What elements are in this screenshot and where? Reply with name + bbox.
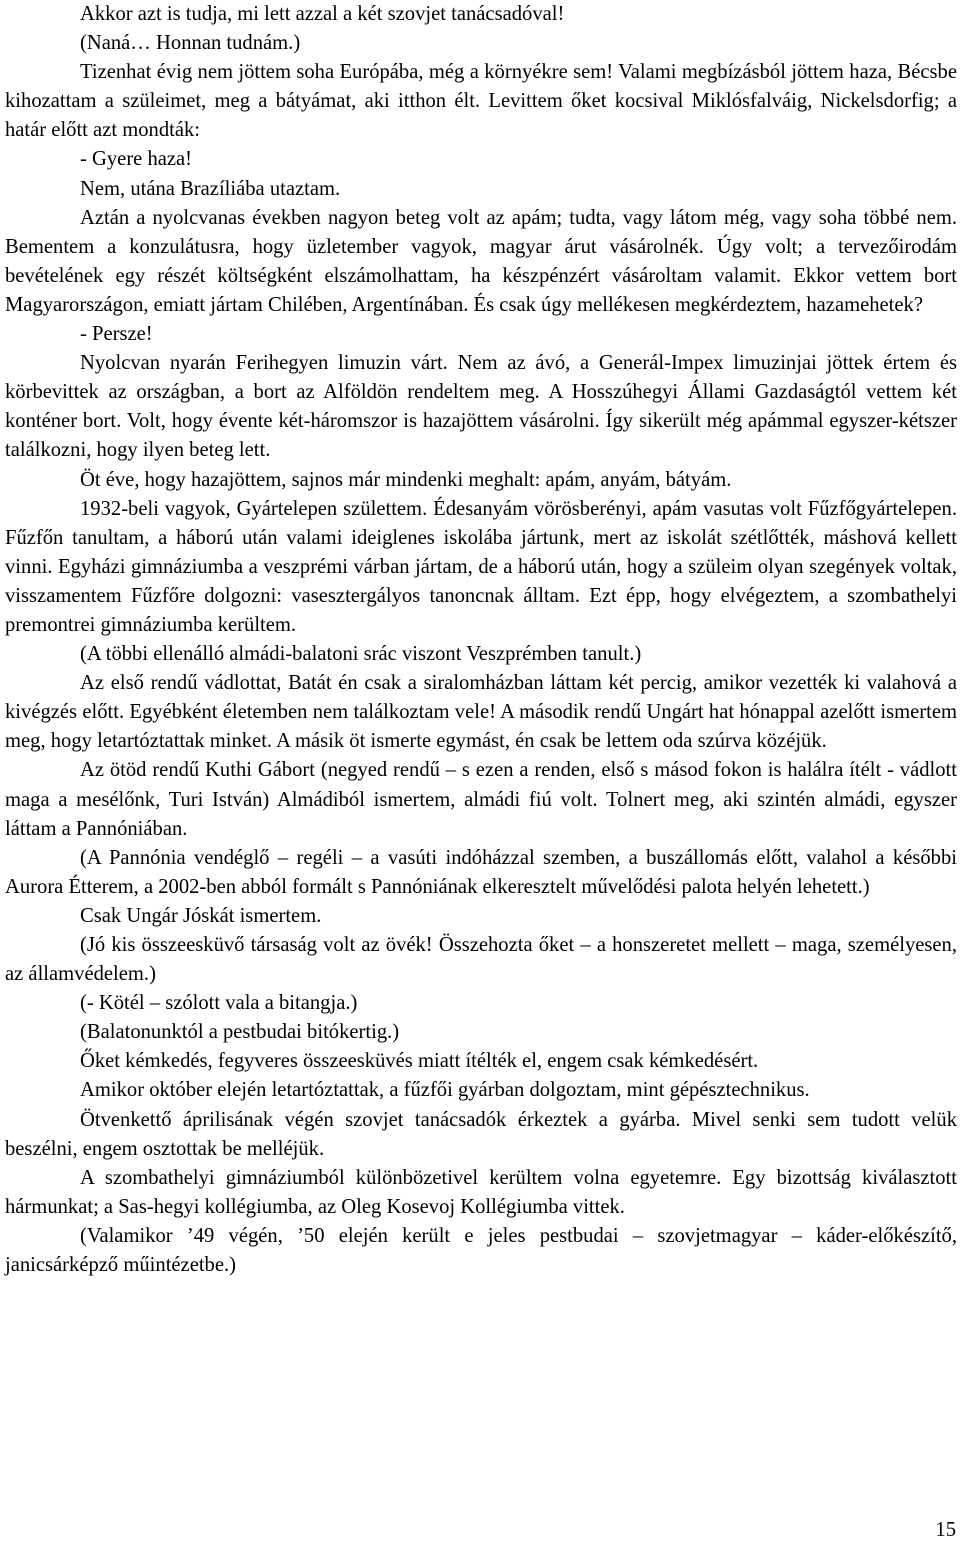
paragraph: Ötvenkettő áprilisának végén szovjet tanácsadók érkeztek a gyárba. Mivel senki sem tudott velük beszélni, engem osztottak be melléjük. [5, 1108, 957, 1160]
paragraph: (A többi ellenálló almádi-balatoni srác viszont Veszprémben tanult.) [80, 643, 642, 666]
paragraph: (- Kötél – szólott vala a bitangja.) [80, 992, 358, 1015]
paragraph: Őket kémkedés, fegyveres összeesküvés miatt ítélték el, engem csak kémkedésért. [80, 1050, 759, 1073]
paragraph: Tizenhat évig nem jöttem soha Európába, még a környékre sem! Valami megbízásból jöttem haza, Bécsbe kihozattam a szüleimet, meg a bátyámat, aki itthon élt. Levittem őket kocsival Miklósfalváig, Nickelsdorfig; a határ előtt azt mondták: [5, 61, 957, 142]
paragraph: 1932-beli vagyok, Gyártelepen születtem. Édesanyám vörösberényi, apám vasutas volt Fűzfőgyártelepen. Fűzfőn tanultam, a háború után valami ideiglenes iskolába jártunk, mert az iskolát szétlőtték, máshová kellett vinni. Egyházi gimnáziumba a veszprémi várban jártam, de a háború után, hogy a szüleim olyan szegények voltak, visszamentem Fűzfőre dolgozni: vasesztergályos tanoncnak álltam. Ezt épp, hogy elvégeztem, a szombathelyi premontrei gimnáziumba kerültem. [5, 497, 957, 636]
paragraph: (Jó kis összeesküvő társaság volt az övék! Összehozta őket – a honszeretet mellett – maga, személyesen, az államvédelem.) [5, 934, 957, 986]
paragraph: Aztán a nyolcvanas években nagyon beteg volt az apám; tudta, vagy látom még, vagy soha többé nem. Bementem a konzulátusra, hogy üzletember vagyok, magyar árut vásárolnék. Úgy volt; a tervezőirodám bevételének egy részét költségként elszámolhattam, ha készpénzért vásároltam valamit. Ekkor vettem bort Magyarországon, emiatt jártam Chilében, Argentínában. És csak úgy mellékesen megkérdeztem, hazamehetek? [5, 206, 957, 316]
paragraph: (A Pannónia vendéglő – regéli – a vasúti indóházzal szemben, a buszállomás előtt, valahol a későbbi Aurora Étterem, a 2002-ben abból formált s Pannóniának elkeresztelt művelődési palota helyén lehetett.) [5, 846, 957, 898]
paragraph: (Naná… Honnan tudnám.) [80, 32, 301, 55]
paragraph: Az első rendű vádlottat, Batát én csak a siralomházban láttam két percig, amikor vezették ki valahová a kivégzés előtt. Egyébként életemben nem találkoztam vele! A második rendű Ungárt hat hónappal azelőtt ismertem meg, hogy letartóztattak minket. A másik öt ismerte egymást, én csak be lettem oda szúrva közéjük. [5, 672, 957, 753]
paragraph: Nyolcvan nyarán Ferihegyen limuzin várt. Nem az ávó, a Generál-Impex limuzinjai jöttek értem és körbevittek az országban, a bort az Alföldön rendeltem meg. A Hosszúhegyi Állami Gazdaságtól vettem két konténer bort. Volt, hogy évente két-háromszor is hazajöttem vásárolni. Így sikerült még apámmal egyszer-kétszer találkozni, hogy ilyen beteg lett. [5, 352, 957, 462]
page-number: 15 [935, 1519, 956, 1541]
paragraph: Akkor azt is tudja, mi lett azzal a két szovjet tanácsadóval! [80, 3, 565, 25]
paragraph: Csak Ungár Jóskát ismertem. [80, 904, 322, 927]
paragraph: (Valamikor ’49 végén, ’50 elején került e jeles pestbudai – szovjetmagyar – káder-előkészítő, janicsárképző műintézetbe.) [5, 1224, 957, 1277]
paragraph: Amikor október elején letartóztattak, a fűzfői gyárban dolgoztam, mint gépésztechnikus. [80, 1079, 810, 1102]
document-page [5, 0, 957, 1280]
paragraph: Az ötöd rendű Kuthi Gábort (negyed rendű – s ezen a renden, első s másod fokon is halálra ítélt - vádlott maga a mesélőnk, Turi István) Almádiból ismertem, almádi fiú volt. Tolnert meg, aki szintén almádi, egyszer láttam a Pannóniában. [5, 759, 957, 840]
paragraph: - Gyere haza! [80, 148, 193, 171]
paragraph: Öt éve, hogy hazajöttem, sajnos már mindenki meghalt: apám, anyám, bátyám. [80, 468, 732, 491]
paragraph: (Balatonunktól a pestbudai bitókertig.) [80, 1021, 400, 1044]
paragraph: Nem, utána Brazíliába utaztam. [80, 177, 341, 200]
paragraph: - Persze! [80, 323, 153, 346]
paragraph: A szombathelyi gimnáziumból különbözetivel kerültem volna egyetemre. Egy bizottság kiválasztott hármunkat; a Sas-hegyi kollégiumba, az Oleg Kosevoj Kollégiumba vittek. [5, 1166, 957, 1218]
